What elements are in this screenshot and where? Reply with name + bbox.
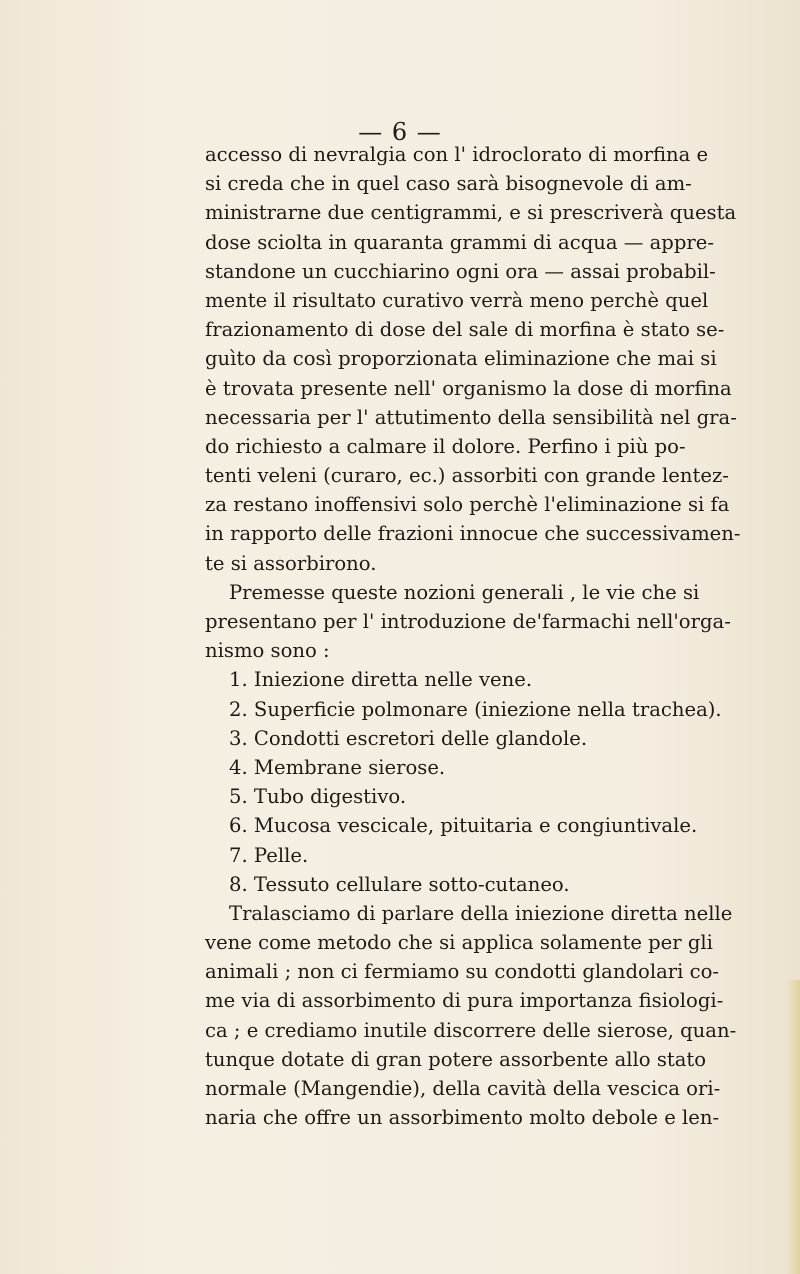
list-item: 8. Tessuto cellulare sotto-cutaneo. — [229, 872, 570, 896]
text-line: si creda che in quel caso sarà bisognevole di am- — [205, 172, 692, 196]
text-line: tenti veleni (curaro, ec.) assorbiti con grande lentez- — [205, 464, 729, 488]
text-line: naria che offre un assorbimento molto debole e len- — [205, 1106, 720, 1130]
list-item: 4. Membrane sierose. — [229, 755, 446, 779]
text-line: do richiesto a calmare il dolore. Perfino i più po- — [205, 434, 686, 458]
text-line: standone un cucchiarino ogni ora — assai probabil- — [205, 259, 716, 283]
text-line: frazionamento di dose del sale di morfina è stato se- — [205, 318, 725, 342]
list-item: 6. Mucosa vescicale, pituitaria e congiuntivale. — [229, 814, 698, 838]
page-number: — 6 — — [358, 118, 442, 146]
list-item: 7. Pelle. — [229, 843, 309, 867]
page-edge-stain — [786, 980, 800, 1274]
text-line: è trovata presente nell' organismo la dose di morfina — [205, 376, 732, 400]
text-line: ministrarne due centigrammi, e si prescriverà questa — [205, 201, 737, 225]
text-line: Tralasciamo di parlare della iniezione diretta nelle — [229, 901, 733, 925]
text-line: nismo sono : — [205, 639, 330, 663]
text-line: te si assorbirono. — [205, 551, 377, 575]
text-line: guìto da così proporzionata eliminazione che mai si — [205, 347, 717, 371]
text-line: tunque dotate di gran potere assorbente allo stato — [205, 1047, 707, 1071]
text-line: necessaria per l' attutimento della sensibilità nel gra- — [205, 405, 737, 429]
text-line: vene come metodo che si applica solamente per gli — [205, 931, 713, 955]
text-line: me via di assorbimento di pura importanza fisiologi- — [205, 989, 724, 1013]
list-item: 5. Tubo digestivo. — [229, 785, 407, 809]
text-line: presentano per l' introduzione de'farmachi nell'orga- — [205, 610, 731, 633]
list-item: 2. Superficie polmonare (iniezione nella trachea). — [229, 697, 722, 721]
text-line: dose sciolta in quaranta grammi di acqua — appre- — [205, 230, 714, 254]
body-text — [205, 140, 741, 1132]
text-line: animali ; non ci fermiamo su condotti glandolari co- — [205, 960, 720, 984]
text-line: in rapporto delle frazioni innocue che successivamen- — [205, 522, 741, 546]
text-line: normale (Mangendie), della cavità della vescica ori- — [205, 1077, 721, 1100]
text-line: za restano inoffensivi solo perchè l'eliminazione si fa — [205, 493, 730, 517]
list-item: 1. Iniezione diretta nelle vene. — [229, 668, 533, 692]
text-line: Premesse queste nozioni generali , le vie che si — [229, 580, 700, 604]
text-line: accesso di nevralgia con l' idroclorato di morfina e — [205, 143, 709, 166]
text-line: ca ; e crediamo inutile discorrere delle sierose, quan- — [205, 1018, 737, 1042]
list-item: 3. Condotti escretori delle glandole. — [229, 726, 588, 750]
text-line: mente il risultato curativo verrà meno perchè quel — [205, 288, 709, 312]
